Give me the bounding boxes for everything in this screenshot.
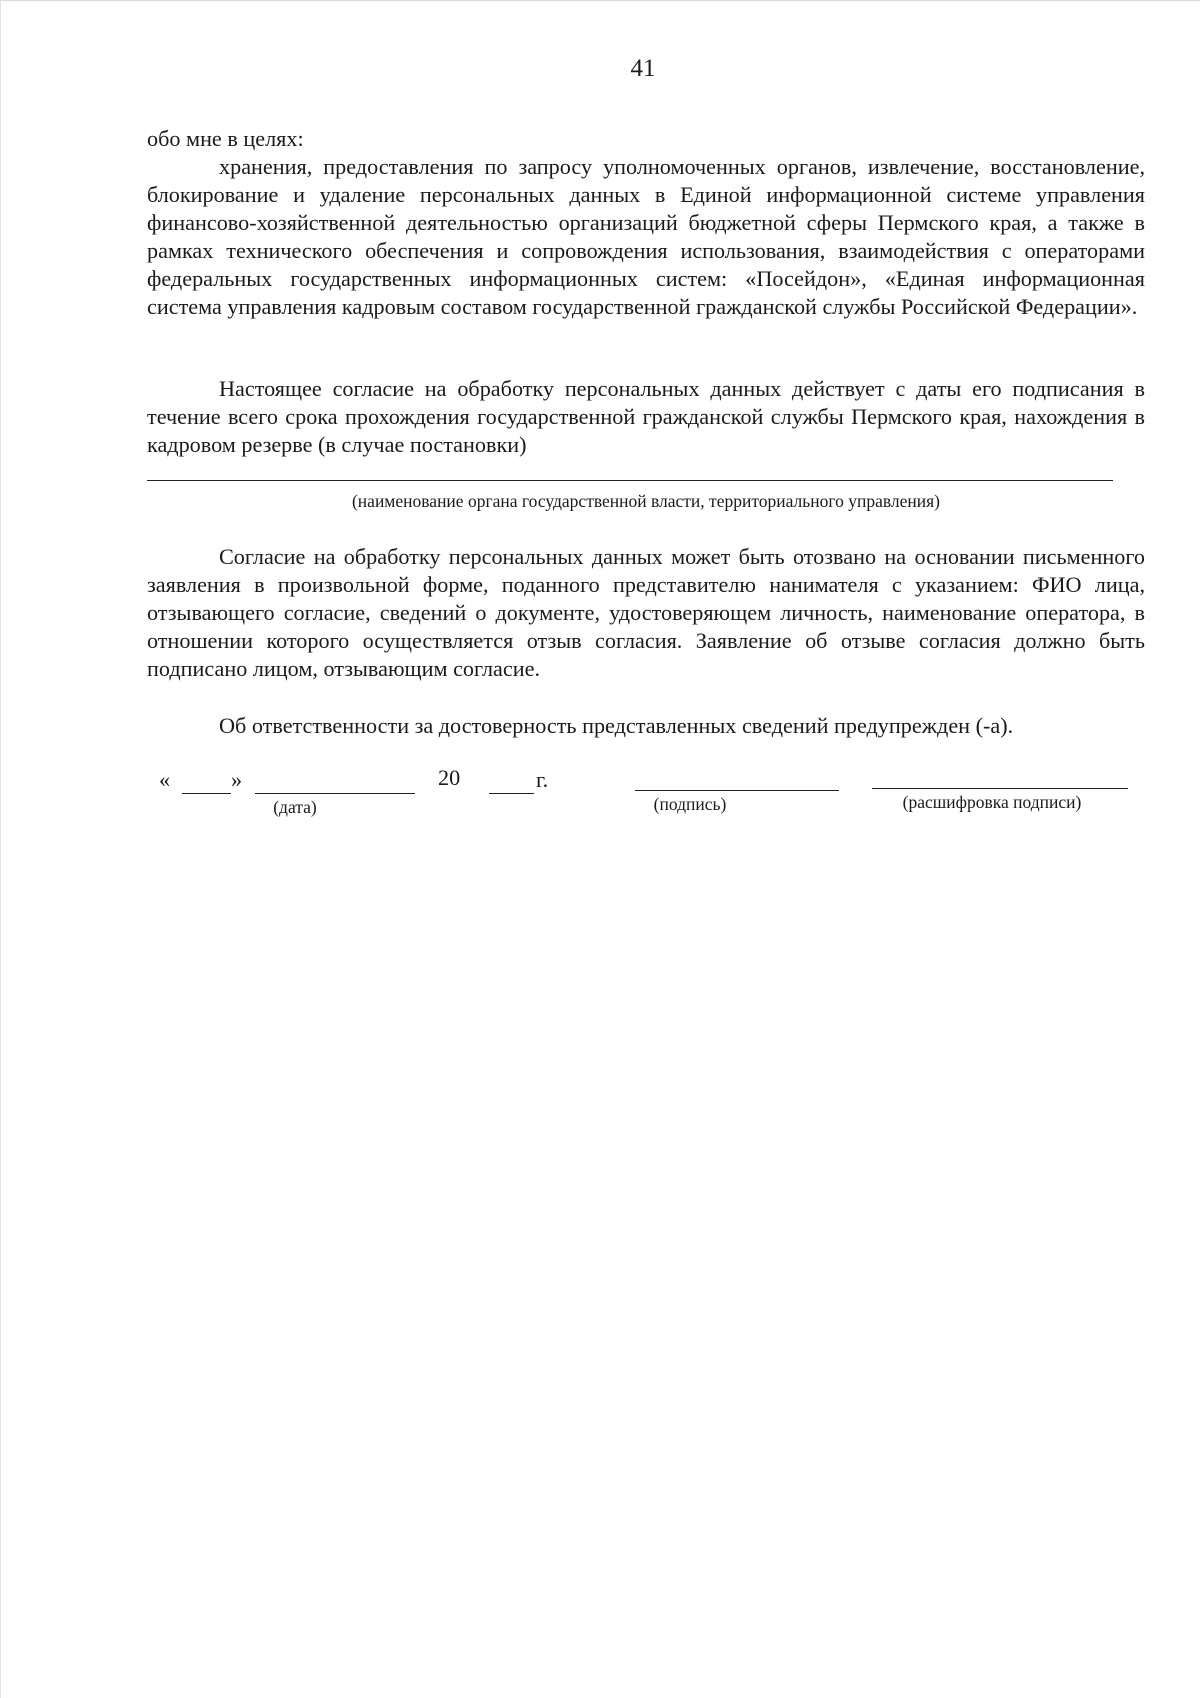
signature-caption: (подпись) xyxy=(653,794,727,814)
purpose-paragraph: хранения, предоставления по запросу уполномоченных органов, извлечение, восстановление, блокирование и удаление персональных данных в Единой информационной системе управления финансово-хозяйственной деятельностью организаций бюджетной сферы Пермского края, а также в рамках технического обеспечения и сопровождения использования, взаимодействия с операторами федеральных государственных информационных систем: «Посейдон», «Единая информационная система управления кадровым составом государственной гражданской службы Российской Федерации». xyxy=(147,154,1145,319)
intro-line: обо мне в целях: xyxy=(147,126,304,151)
organization-name-line[interactable] xyxy=(147,480,1113,481)
year-line[interactable] xyxy=(489,793,534,794)
revocation-paragraph: Согласие на обработку персональных данных может быть отозвано на основании письменного заявления в произвольной форме, поданного представителю нанимателя с указанием: ФИО лица, отзывающего согласие, сведений о документе, удостоверяющем личность, наименование оператора, в отношении которого осуществляется отзыв согласия. Заявление об отзыве согласия должно быть подписано лицом, отзывающим согласие. xyxy=(147,544,1145,681)
year-prefix: 20 xyxy=(438,765,461,790)
date-close-quote: » xyxy=(231,767,243,792)
responsibility-statement: Об ответственности за достоверность представленных сведений предупрежден (-а). xyxy=(219,713,1014,738)
signature-decryption-caption: (расшифровка подписи) xyxy=(902,792,1082,812)
year-suffix: г. xyxy=(536,767,549,792)
date-open-quote: « xyxy=(159,767,171,792)
date-caption: (дата) xyxy=(273,797,317,817)
signature-line[interactable] xyxy=(635,790,839,791)
day-line[interactable] xyxy=(182,793,231,794)
validity-paragraph: Настоящее согласие на обработку персональных данных действует с даты его подписания в течение всего срока прохождения государственной гражданской службы Пермского края, нахождения в кадровом резерве (в случае постановки) xyxy=(147,376,1145,457)
signature-decryption-line[interactable] xyxy=(872,788,1128,789)
organization-name-caption: (наименование органа государственной власти, территориального управления) xyxy=(351,491,941,511)
page-number: 41 xyxy=(630,55,656,82)
month-line[interactable] xyxy=(255,793,415,794)
